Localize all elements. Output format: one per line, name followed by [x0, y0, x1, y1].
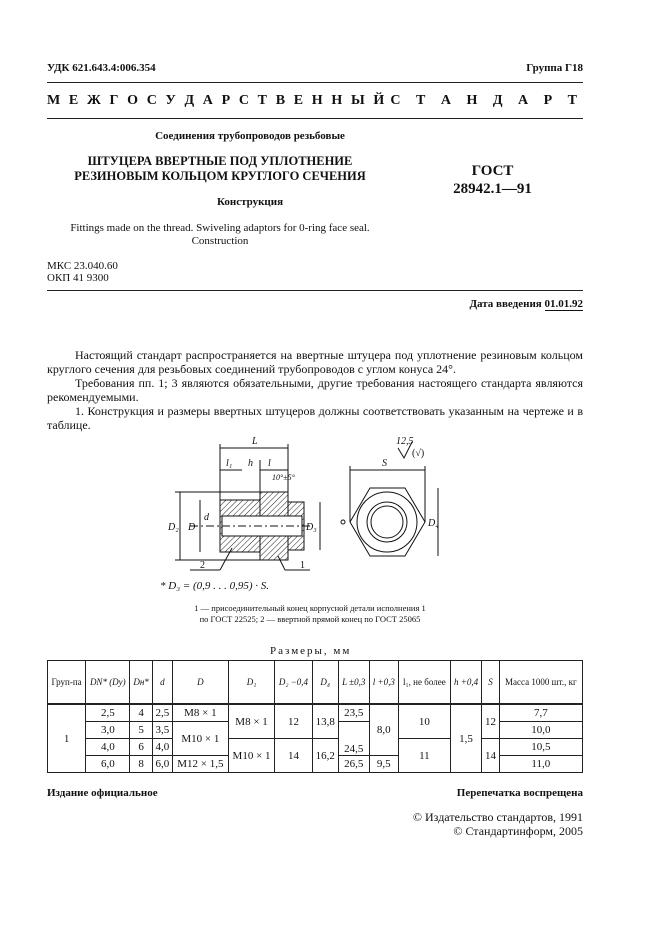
codes-rule [47, 290, 583, 291]
document-subject: Соединения трубопроводов резьбовые [155, 130, 345, 142]
callout-1: 1 [300, 560, 305, 571]
figure-note: * D₃ = (0,9 . . . 0,95) · S. [160, 580, 270, 592]
col-h: h +0,4 [450, 661, 482, 705]
cell-d: 4,0 [152, 739, 172, 756]
copyright: © Издательство стандартов, 1991 © Стандартинформ, 2005 [412, 810, 583, 838]
col-d: d [152, 661, 172, 705]
roughness-symbol: (√) [412, 448, 425, 459]
cell-l: 8,0 [369, 704, 398, 756]
dimensions-table [47, 660, 583, 773]
col-D4: D₄ [312, 661, 338, 705]
figure-caption: 1 — присоединительный конец корпусной детали исполнения 1 по ГОСТ 22525; 2 — ввертной прямой конец по ГОСТ 25065 [194, 603, 426, 624]
col-D: D [173, 661, 229, 705]
cell-S: 12 [482, 704, 499, 739]
standard-banner [47, 93, 583, 109]
cell-dn: 2,5 [86, 704, 130, 722]
cell-d: 6,0 [152, 756, 172, 773]
document-title: ШТУЦЕРА ВВЕРТНЫЕ ПОД УПЛОТНЕНИЕ РЕЗИНОВЫМ КОЛЬЦОМ КРУГЛОГО СЕЧЕНИЯ [74, 154, 366, 183]
gost-number: ГОСТ 28942.1—91 [453, 163, 532, 197]
construction-heading: Конструкция [216, 196, 284, 208]
cell-D: M8 × 1 [173, 704, 229, 722]
cell-d: 3,5 [152, 722, 172, 739]
col-S: S [482, 661, 499, 705]
col-l1: l₁, не более [399, 661, 451, 705]
cell-l1: 10 [399, 704, 451, 739]
cell-D2: 12 [275, 704, 312, 739]
label-D: D [188, 522, 196, 533]
cell-L: 23,5 [338, 704, 369, 722]
paragraph-construction: 1. Конструкция и размеры ввертных штуцеров должны соответствовать указанным на чертеже и в таблице. [47, 404, 583, 432]
cell-D1: M8 × 1 [228, 704, 275, 739]
label-L: L [252, 436, 258, 447]
label-S: S [382, 458, 387, 469]
col-mass: Масса 1000 шт., кг [499, 661, 582, 705]
col-group: Груп-па [48, 661, 86, 705]
label-l1: l₁ [226, 458, 233, 469]
cell-dh: 4 [130, 704, 152, 722]
header-rule [47, 82, 583, 83]
cell-h: 1,5 [450, 704, 482, 773]
col-l: l +0,3 [369, 661, 398, 705]
label-d: d [204, 512, 209, 523]
callout-2: 2 [200, 560, 205, 571]
paragraph-scope: Настоящий стандарт распространяется на ввертные штуцера под уплотнение резиновым кольцом круглого сечения для резьбовых соединений трубопроводов с углом конуса 24°. [47, 348, 583, 376]
footer-reprint: Перепечатка воспрещена [456, 787, 583, 799]
banner-word-interstate: М Е Ж Г О С У Д А Р С Т В Е Н Н Ы Й [47, 93, 387, 108]
paragraph-requirements: Требования пп. 1; 3 являются обязательными, другие требования настоящего стандарта являются рекомендуемыми. [47, 376, 583, 404]
cell-l1: 11 [399, 739, 451, 773]
cell-L: 26,5 [338, 756, 369, 773]
cell-dn: 4,0 [86, 739, 130, 756]
col-dh: Dн* [130, 661, 152, 705]
roughness-value: 12,5 [396, 436, 414, 447]
cell-mass: 10,5 [499, 739, 582, 756]
col-L: L ±0,3 [338, 661, 369, 705]
cell-dh: 6 [130, 739, 152, 756]
cell-S: 14 [482, 739, 499, 773]
table-title: Размеры, мм [270, 645, 352, 657]
cell-D4: 13,8 [312, 704, 338, 739]
udk-code: УДК 621.643.4:006.354 [47, 62, 156, 74]
cell-group: 1 [48, 704, 86, 773]
col-D1: D₁ [228, 661, 275, 705]
table-row [48, 739, 583, 756]
cell-l: 9,5 [369, 756, 398, 773]
cell-L: 24,5 [338, 722, 369, 756]
banner-word-standard: С Т А Н Д А Р Т [390, 93, 583, 108]
intro-paragraphs [47, 348, 583, 432]
label-D3: D₃ [306, 522, 317, 533]
footer-official: Издание официальное [47, 787, 158, 799]
table-header-row [48, 661, 583, 705]
english-title: Fittings made on the thread. Swiveling adaptors for 0-ring face seal. Construction [70, 222, 370, 247]
col-dn: DN* (Dу) [86, 661, 130, 705]
cell-dh: 5 [130, 722, 152, 739]
classification-codes: МКС 23.040.60 ОКП 41 9300 [47, 260, 118, 284]
label-h: h [248, 458, 253, 469]
cell-dh: 8 [130, 756, 152, 773]
effective-date: Дата введения 01.01.92 [469, 298, 583, 310]
label-D2: D₂ [168, 522, 179, 533]
label-angle: 10°±5° [272, 473, 295, 482]
label-D4: D₄ [428, 518, 439, 529]
cell-mass: 7,7 [499, 704, 582, 722]
cell-mass: 10,0 [499, 722, 582, 739]
end-view [341, 466, 438, 556]
cell-mass: 11,0 [499, 756, 582, 773]
cell-d: 2,5 [152, 704, 172, 722]
cell-D2: 14 [275, 739, 312, 773]
cell-dn: 6,0 [86, 756, 130, 773]
col-D2: D₂ −0,4 [275, 661, 312, 705]
cell-D1: M10 × 1 [228, 739, 275, 773]
banner-rule [47, 118, 583, 119]
cell-D4: 16,2 [312, 739, 338, 773]
cell-D: M12 × 1,5 [173, 756, 229, 773]
end-view-labels [382, 436, 439, 529]
label-l: l [268, 458, 271, 469]
group-code: Группа Г18 [526, 62, 583, 74]
table-row [48, 704, 583, 722]
cell-D: M10 × 1 [173, 722, 229, 756]
cell-dn: 3,0 [86, 722, 130, 739]
fitting-drawing [160, 430, 460, 580]
